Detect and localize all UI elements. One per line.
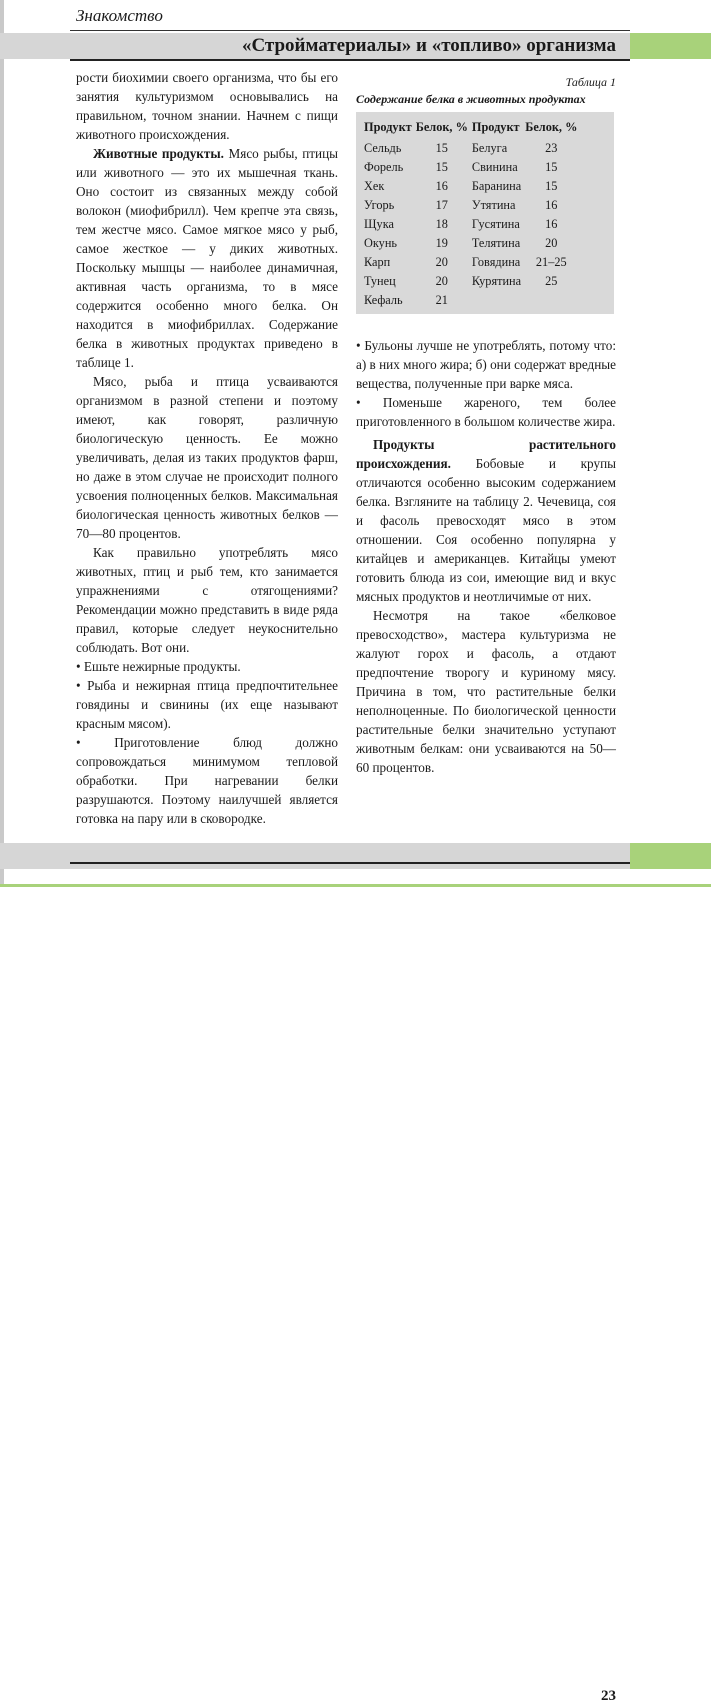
- product-cell: [472, 291, 525, 310]
- table-row: [364, 253, 581, 272]
- table-row: [364, 196, 581, 215]
- protein-cell: 23: [545, 141, 558, 155]
- paragraph: рости биохимии своего организма, что бы его занятия культуризмом основывались на правильном, точном знании. Начнем с пищи животного происхождения.: [76, 70, 338, 142]
- left-edge-strip: [0, 0, 4, 887]
- paragraph-body: Мясо рыбы, птицы или животного — это их мышечная ткань. Оно состоит из связанных между собой волокон (миофибрилл). Чем крепче эта связь, тем жестче мясо. Самое мягкое мясо у рыб, самое жесткое — у диких животных. Поскольку мышцы — наиболее динамичная, активная часть организма, то в мясе содержится особенно много белка. Он находится в миофибриллах. Содержание белка в животных продуктах приведено в таблице 1.: [76, 146, 338, 370]
- protein-cell: 20: [435, 255, 448, 269]
- footer-divider: [70, 862, 630, 864]
- paragraph-heading: Продукты растительного происхождения.: [356, 437, 616, 471]
- table-caption: Таблица 1: [565, 75, 616, 89]
- product-cell: Гусятина: [471, 217, 520, 231]
- table-header: Белок, %: [415, 120, 468, 134]
- page-number: 23: [601, 1688, 616, 1704]
- protein-cell: 16: [545, 217, 558, 231]
- protein-cell: 16: [545, 198, 558, 212]
- product-cell: Утятина: [471, 198, 516, 212]
- left-column: [76, 68, 338, 828]
- paragraph: [76, 144, 338, 372]
- title-divider: [70, 59, 630, 61]
- title-band: [0, 33, 711, 59]
- paragraph: Как правильно употреблять мясо животных, птиц и рыб тем, кто занимается упражнениями с отягощениями? Рекомендации можно представить в виде ряда правил, которые следует неукоснительно соблюдать. Вот они.: [76, 545, 338, 655]
- protein-cell: 25: [545, 274, 558, 288]
- protein-cell: 19: [435, 236, 448, 250]
- protein-cell: 17: [435, 198, 448, 212]
- protein-cell: 21: [435, 293, 448, 307]
- paragraph: Мясо, рыба и птица усваиваются организмом в разной степени и поэтому имеют, как говорят, различную биологическую ценность. Ее можно увеличивать, делая из таких продуктов фарш, но даже в этом случае не происходит полного усвоения полноценных белков. Максимальная биологическая ценность животных белков — 70—80 процентов.: [76, 374, 338, 541]
- paragraph: [356, 435, 616, 606]
- product-cell: Окунь: [364, 236, 398, 250]
- protein-cell: 15: [545, 160, 558, 174]
- green-accent-tab: [630, 33, 711, 59]
- protein-cell: 20: [435, 274, 448, 288]
- table-row: [364, 272, 581, 291]
- protein-cell: 16: [435, 179, 448, 193]
- paragraph-heading: Животные продукты.: [93, 146, 224, 161]
- table-row: [364, 139, 581, 158]
- right-column: [356, 336, 616, 777]
- product-cell: Белуга: [471, 141, 508, 155]
- table-box: [356, 112, 614, 314]
- table-row: [364, 234, 581, 253]
- table-row: [364, 215, 581, 234]
- table-header-row: [364, 120, 581, 139]
- protein-cell: 15: [545, 179, 558, 193]
- protein-cell: [525, 291, 581, 310]
- section-name: Знакомство: [76, 6, 163, 25]
- footer-band: [0, 843, 711, 1704]
- protein-cell: 20: [545, 236, 558, 250]
- protein-cell: 18: [435, 217, 448, 231]
- paragraph-body: Бобовые и крупы отличаются особенно высоким содержанием белка. Взгляните на таблицу 2. Чечевица, соя и фасоль превосходят мясо в этом отношении. Соя особенно популярна у китайцев и американцев. Китайцы умеют готовить блюда из сои, имеющие вид и вкус мясных продуктов и неотличимые от них.: [356, 456, 616, 604]
- product-cell: Карп: [364, 255, 391, 269]
- bullet-item: • Рыба и нежирная птица предпочтительнее говядины и свинины (их еще называют красным мясом).: [76, 678, 338, 731]
- chapter-title: «Стройматериалы» и «топливо» организма: [241, 35, 616, 56]
- product-cell: Щука: [364, 217, 394, 231]
- bullet-item: • Поменьше жареного, тем более приготовленного в большом количестве жира.: [356, 395, 616, 429]
- protein-cell: 15: [435, 141, 448, 155]
- protein-table: [364, 120, 581, 310]
- bullet-item: • Бульоны лучше не употреблять, потому что: а) в них много жира; б) они содержат вредные вещества, полученные при варке мяса.: [356, 338, 616, 391]
- bullet-item: • Ешьте нежирные продукты.: [76, 659, 241, 674]
- protein-cell: 15: [435, 160, 448, 174]
- table-header: Продукт: [471, 120, 520, 134]
- product-cell: Хек: [364, 179, 385, 193]
- table-title: Содержание белка в животных продуктах: [356, 92, 586, 106]
- product-cell: Курятина: [471, 274, 522, 288]
- protein-cell: 21–25: [535, 255, 567, 269]
- header-divider: [70, 30, 630, 31]
- table-header: Белок, %: [525, 120, 578, 134]
- bullet-item: • Приготовление блюд должно сопровождаться минимумом тепловой обработки. При нагревании белки разрушаются. Поэтому наилучшей является готовка на пару или в сковородке.: [76, 735, 338, 826]
- table-header: Продукт: [364, 120, 412, 134]
- table-row: [364, 291, 581, 310]
- paragraph: Несмотря на такое «белковое превосходство», мастера культуризма не жалуют горох и фасоль, а отдают предпочтение творогу и куриному мясу. Причина в том, что растительные белки неполноценные. По биологической ценности растительные белки значительно уступают животным белкам: они усваиваются на 50—60 процентов.: [356, 608, 616, 775]
- product-cell: Сельдь: [364, 141, 402, 155]
- table-row: [364, 177, 581, 196]
- product-cell: Телятина: [471, 236, 521, 250]
- product-cell: Форель: [364, 160, 404, 174]
- product-cell: Кефаль: [364, 293, 403, 307]
- product-cell: Угорь: [364, 198, 395, 212]
- product-cell: Баранина: [471, 179, 522, 193]
- table-row: [364, 158, 581, 177]
- product-cell: Говядина: [471, 255, 521, 269]
- product-cell: Тунец: [364, 274, 396, 288]
- green-accent-tab-bottom: [630, 843, 711, 869]
- product-cell: Свинина: [471, 160, 518, 174]
